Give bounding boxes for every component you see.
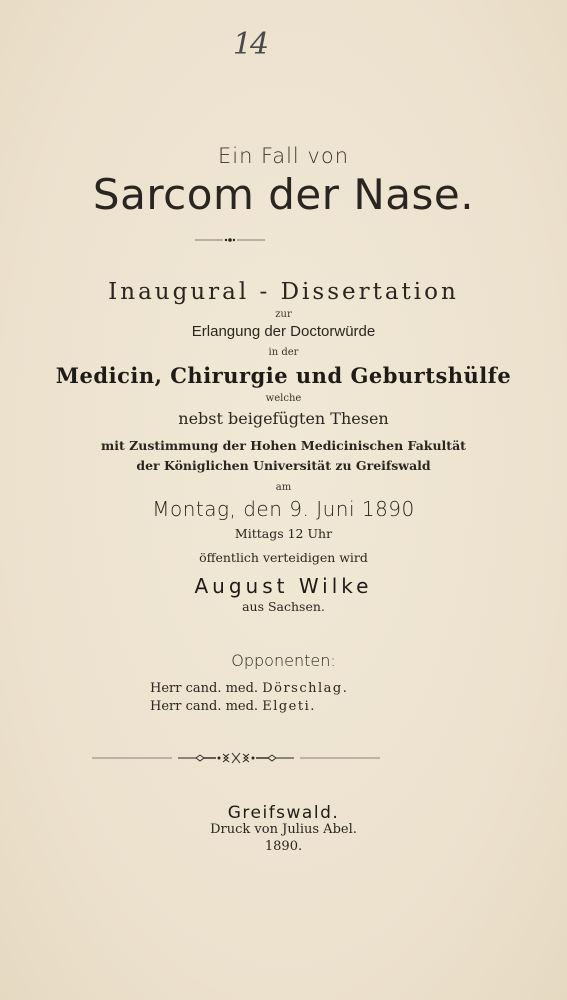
word-zur: zur — [275, 309, 292, 320]
opponent-1-name: Dörschlag. — [262, 681, 349, 696]
wide-ornament-divider — [92, 751, 380, 765]
defend-line: öffentlich verteidigen wird — [199, 550, 368, 565]
imprint-city: Greifswald. — [227, 803, 340, 823]
faculty-fields-line: Medicin, Chirurgie und Geburtshülfe — [55, 363, 512, 388]
small-ornament-divider — [195, 236, 265, 244]
word-am: am — [275, 482, 292, 493]
handwritten-page-mark: 14 — [232, 27, 268, 62]
word-in-der: in der — [268, 347, 299, 358]
imprint-printer: Druck von Julius Abel. — [210, 822, 357, 837]
opponent-1-prefix: Herr cand. med. — [150, 681, 259, 696]
theses-line: nebst beigefügten Thesen — [178, 409, 389, 428]
title-line-1: Ein Fall von — [217, 144, 350, 168]
defense-date: Montag, den 9. Juni 1890 — [152, 497, 415, 521]
university-line: der Königlichen Universität zu Greifswald — [136, 458, 431, 473]
defense-time: Mittags 12 Uhr — [234, 526, 333, 541]
opponents-heading: Opponenten: — [231, 651, 336, 670]
author-origin: aus Sachsen. — [242, 599, 325, 614]
word-welche: welche — [265, 393, 302, 404]
purpose-line: Erlangung der Doctorwürde — [191, 323, 376, 340]
consent-line: mit Zustimmung der Hohen Medicinischen Fakultät — [101, 438, 466, 453]
imprint-year: 1890. — [264, 839, 303, 854]
opponent-1 — [150, 682, 450, 695]
opponent-2-name: Elgeti. — [262, 699, 316, 714]
title-line-2: Sarcom der Nase. — [92, 170, 475, 219]
opponent-2-prefix: Herr cand. med. — [150, 699, 259, 714]
author-name: August Wilke — [194, 574, 373, 598]
dissertation-heading: Inaugural - Dissertation — [108, 279, 459, 305]
opponent-2 — [150, 700, 450, 713]
